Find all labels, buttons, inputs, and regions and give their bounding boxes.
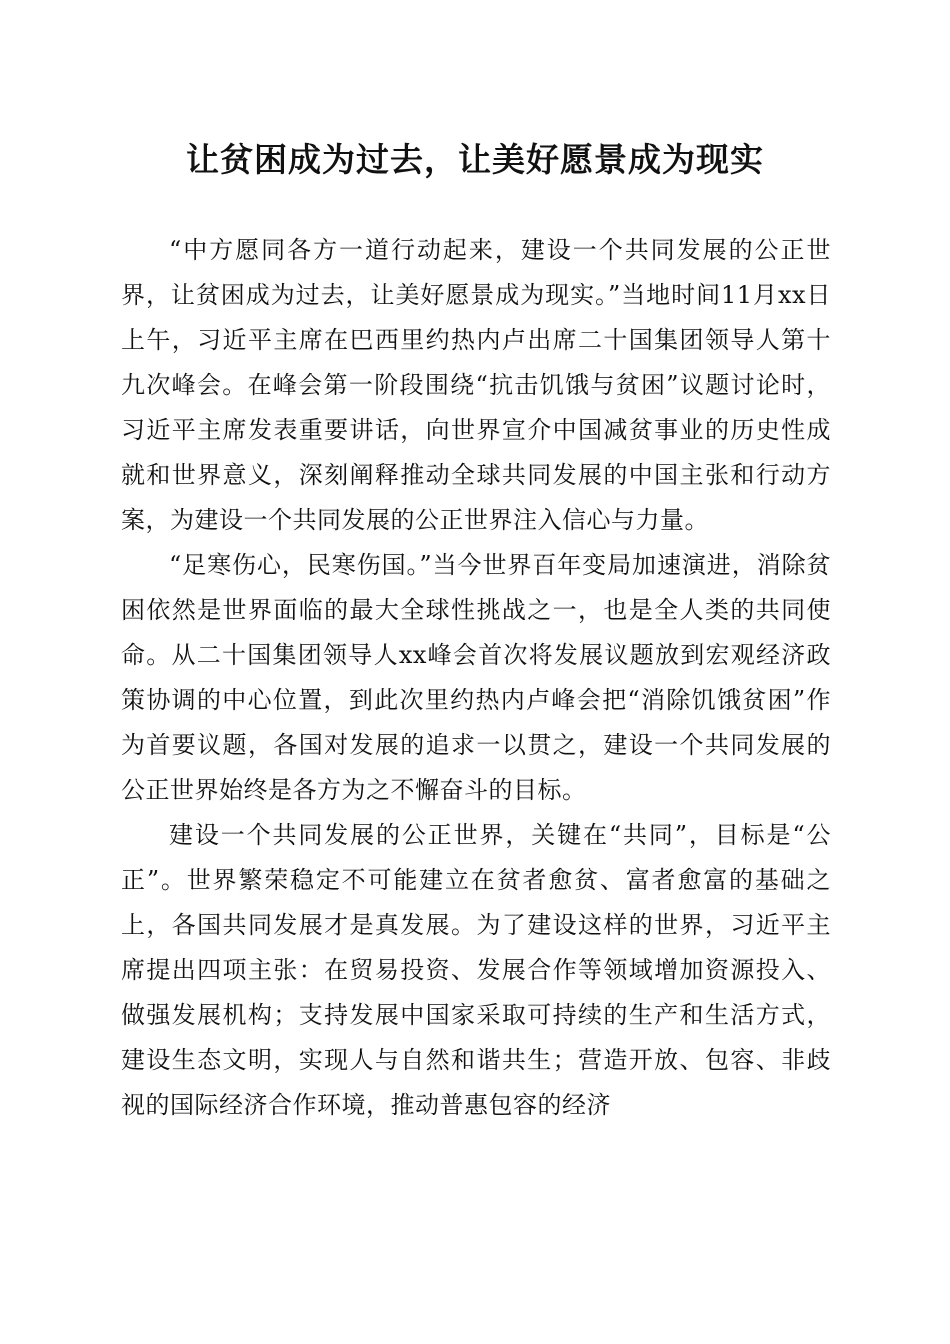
paragraph-3: 建设一个共同发展的公正世界，关键在“共同”，目标是“公正”。世界繁荣稳定不可能建立在贫者愈贫、富者愈富的基础之上，各国共同发展才是真发展。为了建设这样的世界，习近平主席提出四项主张：在贸易投资、发展合作等领域增加资源投入、做强发展机构；支持发展中国家采取可持续的生产和生活方式，建设生态文明，实现人与自然和谐共生；营造开放、包容、非歧视的国际经济合作环境，推动普惠包容的经济 — [121, 821, 831, 1119]
document-body — [121, 228, 831, 1128]
paragraph-2: “足寒伤心，民寒伤国。”当今世界百年变局加速演进，消除贫困依然是世界面临的最大全球性挑战之一，也是全人类的共同使命。从二十国集团领导人xx峰会首次将发展议题放到宏观经济政策协调的中心位置，到此次里约热内卢峰会把“消除饥饿贫困”作为首要议题，各国对发展的追求一以贯之，建设一个共同发展的公正世界始终是各方为之不懈奋斗的目标。 — [121, 551, 831, 804]
document-title: 让贫困成为过去，让美好愿景成为现实 — [186, 140, 764, 179]
paragraph-1: “中方愿同各方一道行动起来，建设一个共同发展的公正世界，让贫困成为过去，让美好愿景成为现实。”当地时间11月xx日上午，习近平主席在巴西里约热内卢出席二十国集团领导人第十九次峰会。在峰会第一阶段围绕“抗击饥饿与贫困”议题讨论时，习近平主席发表重要讲话，向世界宣介中国减贫事业的历史性成就和世界意义，深刻阐释推动全球共同发展的中国主张和行动方案，为建设一个共同发展的公正世界注入信心与力量。 — [121, 236, 831, 534]
